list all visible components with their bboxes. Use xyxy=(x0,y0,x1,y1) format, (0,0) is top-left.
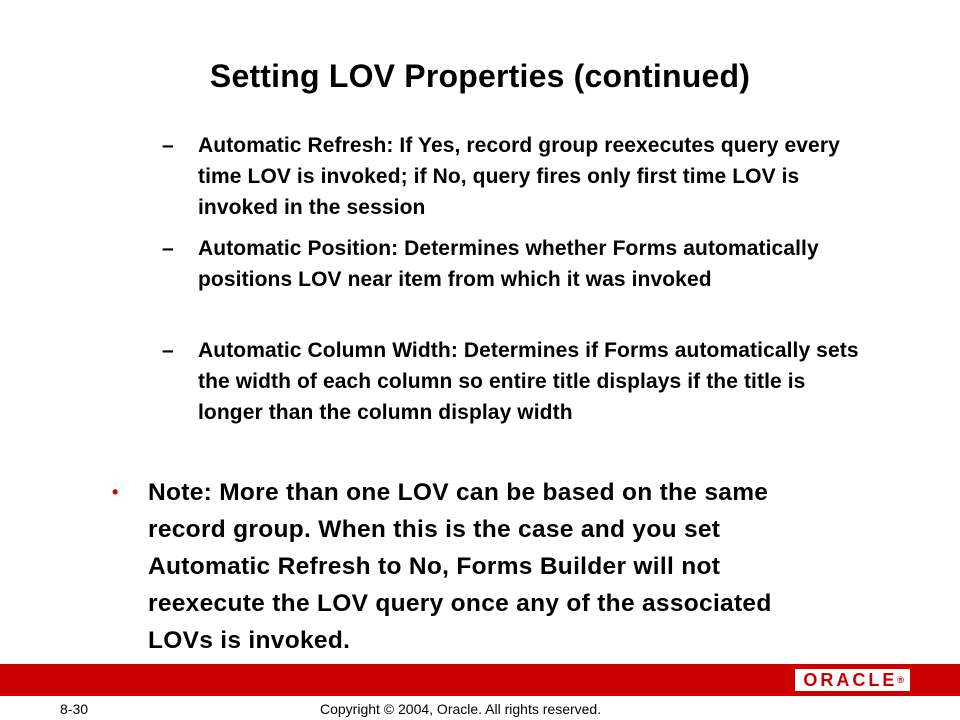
bullet-marker: • xyxy=(112,482,119,502)
note-bullet xyxy=(112,474,832,659)
sub-item-automatic-refresh xyxy=(162,130,862,223)
sub-item-text: Automatic Column Width: Determines if Forms automatically sets the width of each column so entire title displays if the title is longer than the column display width xyxy=(198,339,859,424)
page-number: 8-30 xyxy=(60,701,89,717)
sub-item-automatic-position xyxy=(162,233,862,295)
oracle-logo-text: ORACLE xyxy=(803,670,898,690)
slide-title: Setting LOV Properties (continued) xyxy=(209,58,751,94)
note-text: Note: More than one LOV can be based on the same record group. When this is the case and you set Automatic Refresh to No, Forms Builder will not reexecute the LOV query once any of the associated LOVs is invoked. xyxy=(148,479,772,654)
oracle-logo xyxy=(795,669,910,691)
footer-red-bar xyxy=(0,664,960,696)
sub-item-text: Automatic Refresh: If Yes, record group reexecutes query every time LOV is invoked; if No, query fires only first time LOV is invoked in the session xyxy=(198,134,840,219)
dash-marker: – xyxy=(162,134,174,157)
dash-marker: – xyxy=(162,339,174,362)
registered-mark: ® xyxy=(897,675,904,685)
copyright-text: Copyright © 2004, Oracle. All rights reserved. xyxy=(320,701,602,717)
dash-marker: – xyxy=(162,237,174,260)
sub-item-text: Automatic Position: Determines whether Forms automatically positions LOV near item from which it was invoked xyxy=(198,237,819,291)
sub-item-automatic-column-width xyxy=(162,335,862,428)
